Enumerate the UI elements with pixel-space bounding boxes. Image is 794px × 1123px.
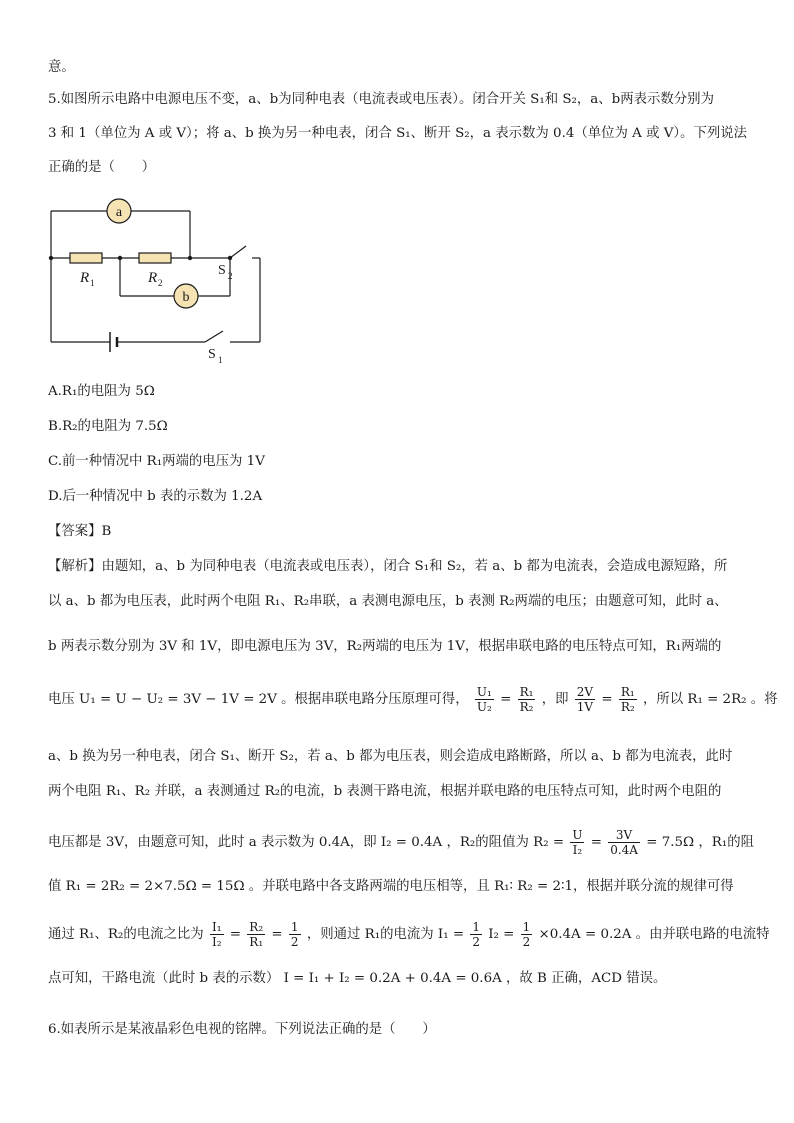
s1-label: S [208,347,216,362]
s2-label: S [218,263,226,278]
text-segment: ，则通过 R₁的电流为 I₁ = [306,927,465,942]
explanation-line: b 两表示数分别为 3V 和 1V，即电源电压为 3V，R₂两端的电压为 1V，根据串联电路的电压特点可知，R₁两端的 [48,639,722,654]
fraction: $\frac{\text{R₁}}{\text{R₂}}$ [519,685,534,714]
s1-subscript: 1 [218,355,223,365]
circuit-diagram [40,192,280,367]
question-6-stem: 6.如表所示是某液晶彩色电视的铭牌。下列说法正确的是（ ） [48,1022,436,1037]
r1-label: R [80,270,90,286]
text-segment: ×0.4A = 0.2A 。由并联电路的电流特 [538,927,770,942]
fraction: $\frac{1}{2}$ [472,920,480,949]
fraction: $\frac{\text{I₁}}{\text{I₂}}$ [211,920,222,949]
r1-subscript: 1 [90,278,95,288]
resistor-r1 [70,253,102,263]
meter-a-label: a [115,205,123,220]
option-d: D.后一种情况中 b 表的示数为 1.2A [48,489,263,504]
switch-s2-blade [230,246,246,258]
text-segment: 电压 U₁ = U − U₂ = 3V − 1V = 2V 。根据串联电路分压原理可得， [48,692,469,707]
text-segment: 电压都是 3V，由题意可知，此时 a 表示数为 0.4A，即 I₂ = 0.4A ，R₂的阻值为 R₂ = [48,835,565,850]
junction-dot [188,256,192,260]
junction-dot [49,256,53,260]
junction-dot [118,256,122,260]
switch-s1-blade [205,331,223,342]
resistor-r2 [139,253,171,263]
fraction: $\frac{1}{2}$ [290,920,299,949]
meter-b-label: b [182,290,190,305]
text-segment: = 7.5Ω ，R₁的阻 [646,835,754,850]
fraction: $\frac{\text{R₂}}{\text{R₁}}$ [249,920,264,949]
option-c: C.前一种情况中 R₁两端的电压为 1V [48,454,265,469]
option-b: B.R₂的电阻为 7.5Ω [48,419,168,434]
answer: 【答案】B [48,524,112,539]
s2-subscript: 2 [228,271,233,281]
explanation-line: 【解析】由题知，a、b 为同种电表（电流表或电压表），闭合 S₁和 S₂，若 a、b 都为电流表，会造成电源短路，所 [48,559,728,574]
fraction: $\frac{\text{U₁}}{\text{U₂}}$ [476,685,492,714]
fraction: $\frac{U}{\text{I₂}}$ [572,828,583,857]
text-segment: I₂ = [488,927,515,942]
r2-subscript: 2 [158,278,163,288]
junction-dot [228,256,232,260]
explanation-line: 两个电阻 R₁、R₂ 并联，a 表测通过 R₂的电流，b 表测干路电流，根据并联电路的电压特点可知，此时两个电阻的 [48,784,722,799]
explanation-line-with-fractions: 通过 R₁、R₂的电流之比为 $\frac{\text{I₁}}{\text{I₂}}$ = $\frac{\text{R₂}}{\text{R₁}}$ = $\frac{1}{2}$ ，则通过 R₁的电流为 I₁ = $\frac{1}{2}$ I₂ = $\frac{1}{2}$ ×0.4A = 0.2A 。由并联电路的电流特 [48,920,770,949]
text-segment: ，即 [541,692,569,707]
text-segment: ，所以 R₁ = 2R₂ 。将 [642,692,778,707]
explanation-line-with-fractions: 电压 U₁ = U − U₂ = 3V − 1V = 2V 。根据串联电路分压原理可得， $\frac{\text{U₁}}{\text{U₂}}$ = $\frac{\text{R₁}}{\text{R₂}}$ ，即 $\frac{2V}{1V}$ = $\frac{\text{R₁}}{\text{R₂}}$ ，所以 R₁ = 2R₂ 。将 [48,685,778,714]
text-line: 意。 [48,60,75,75]
option-a: A.R₁的电阻为 5Ω [48,384,155,399]
explanation-line: 值 R₁ = 2R₂ = 2×7.5Ω = 15Ω 。并联电路中各支路两端的电压相等，且 R₁∶ R₂ = 2∶1，根据并联分流的规律可得 [48,879,734,894]
explanation-line: 以 a、b 都为电压表，此时两个电阻 R₁、R₂串联，a 表测电源电压，b 表测 R₂两端的电压；由题意可知，此时 a、 [48,594,728,609]
fraction: $\frac{3V}{0.4A}$ [610,828,638,857]
explanation-line: a、b 换为另一种电表，闭合 S₁、断开 S₂，若 a、b 都为电压表，则会造成电路断路，所以 a、b 都为电流表，此时 [48,749,733,764]
fraction: $\frac{\text{R₁}}{\text{R₂}}$ [620,685,635,714]
explanation-line-with-fractions: 电压都是 3V，由题意可知，此时 a 表示数为 0.4A，即 I₂ = 0.4A ，R₂的阻值为 R₂ = $\frac{U}{\text{I₂}}$ = $\frac{3V}{0.4A}$ = 7.5Ω ，R₁的阻 [48,828,754,857]
text-segment: 通过 R₁、R₂的电流之比为 [48,927,204,942]
question-5-stem: 5.如图所示电路中电源电压不变，a、b为同种电表（电流表或电压表）。闭合开关 S₁和 S₂，a、b两表示数分别为 [48,92,714,107]
r2-label: R [148,270,158,286]
question-5-stem-cont: 3 和 1（单位为 A 或 V）；将 a、b 换为另一种电表，闭合 S₁、断开 S₂，a 表示数为 0.4（单位为 A 或 V）。下列说法 [48,126,748,141]
fraction: $\frac{2V}{1V}$ [576,685,594,714]
fraction: $\frac{1}{2}$ [522,920,531,949]
explanation-line: 点可知，干路电流（此时 b 表的示数） I = I₁ + I₂ = 0.2A + 0.4A = 0.6A ，故 B 正确，ACD 错误。 [48,971,667,986]
question-5-stem-end: 正确的是（ ） [48,160,156,175]
